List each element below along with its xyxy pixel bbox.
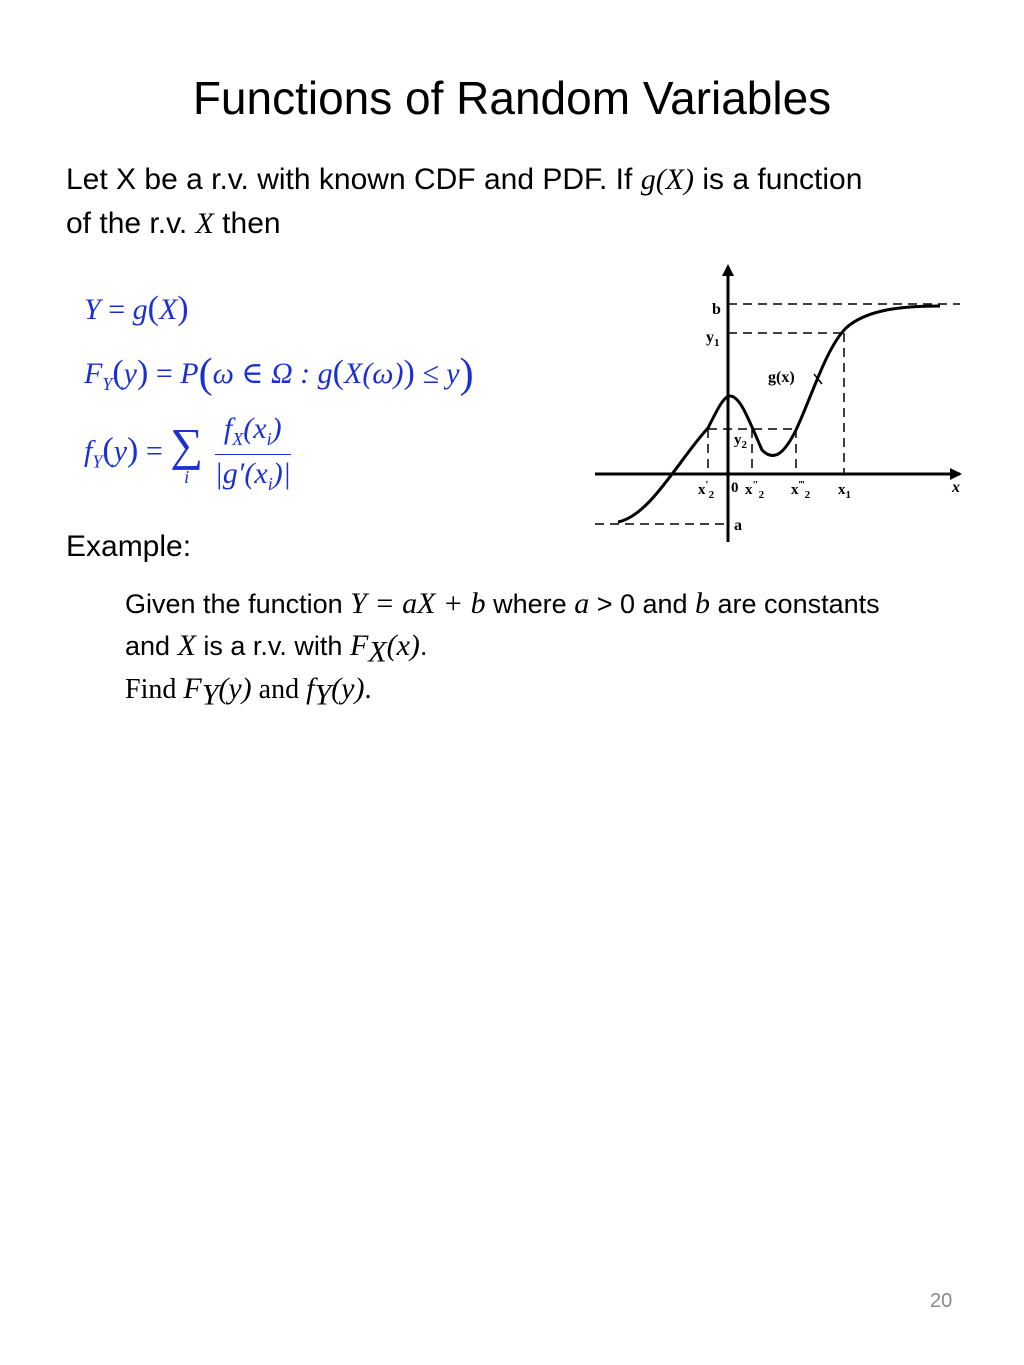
num-sub: X <box>232 429 244 449</box>
eq3-y: y <box>113 434 128 468</box>
label-a: a <box>734 517 742 534</box>
find-f-pdf-sub: Y <box>314 678 332 712</box>
equation-y-def <box>84 290 189 328</box>
eq2-big-lparen: ( <box>198 351 213 397</box>
y-axis-arrow <box>722 264 734 276</box>
eq2-inner: (ω) <box>362 357 404 390</box>
slide-title: Functions of Random Variables <box>192 72 832 124</box>
fraction-denominator <box>215 455 291 495</box>
sum-operator <box>170 418 204 487</box>
example-f-arg: (x) <box>386 629 420 662</box>
eq3-rparen: ) <box>127 431 139 469</box>
eq2-lparen-2: ( <box>332 354 344 391</box>
label-zero: 0 <box>731 480 739 496</box>
find-f-cdf-arg: (y) <box>218 672 252 705</box>
example-text <box>125 583 905 673</box>
eq2-p: P <box>180 357 199 390</box>
intro-text-1: Let X be a r.v. with known CDF and PDF. If <box>66 163 641 196</box>
eq2-equals: = <box>148 357 181 390</box>
intro-text-3: then <box>213 207 281 240</box>
eq2-body: ω ∈ Ω : g <box>212 357 333 390</box>
eq1-equals: = <box>100 293 133 326</box>
label-x1: $x_1$ <box>838 482 851 501</box>
label-x2-triple-prime: $x^‴_2$ <box>791 479 811 501</box>
eq1-rparen: ) <box>177 290 189 327</box>
fraction-numerator <box>215 412 291 455</box>
example-b: b <box>695 587 711 620</box>
example-period: . <box>419 631 428 661</box>
find-period: . <box>364 674 372 705</box>
intro-paragraph <box>66 158 866 246</box>
find-f-pdf: f <box>306 672 315 705</box>
find-f-cdf-sub: Y <box>201 678 219 712</box>
eq2-sub: Y <box>102 374 113 394</box>
label-x2-prime: $x'_2$ <box>698 479 715 501</box>
eq3-lparen: ( <box>102 431 114 469</box>
label-b: b <box>712 301 721 318</box>
example-a: a <box>574 587 590 620</box>
eq2-big-rparen: ) <box>459 351 474 397</box>
intro-x: X <box>195 207 214 240</box>
example-text-2: where <box>485 589 575 619</box>
eq2-f: F <box>84 357 103 390</box>
page-number: 20 <box>930 1290 953 1312</box>
example-text-5: is a r.v. with <box>195 631 350 661</box>
example-f: F <box>349 629 369 662</box>
den-sub: i <box>267 474 273 494</box>
find-word: Find <box>125 674 184 705</box>
num-f: f <box>223 412 233 445</box>
function-graph-figure <box>590 258 970 548</box>
intro-text-2: is a function of the r.v. <box>66 163 863 240</box>
eq1-y: Y <box>84 293 101 326</box>
label-gx: g(x) <box>768 369 795 386</box>
find-f-pdf-arg: (y) <box>331 672 365 705</box>
eq2-x: X <box>343 357 363 390</box>
sigma-symbol: ∑ <box>170 418 204 470</box>
label-y1: $y_1$ <box>706 329 720 349</box>
label-y2: $y_2$ <box>734 432 747 451</box>
find-statement <box>125 672 371 713</box>
example-heading: Example: <box>66 530 192 563</box>
eq2-rparen: ) <box>137 354 149 391</box>
eq3-equals: = <box>138 434 171 468</box>
eq3-sub: Y <box>92 451 103 472</box>
g-curve <box>618 306 940 522</box>
eq1-g: g <box>132 293 148 326</box>
equation-cdf <box>84 350 474 398</box>
den-body: |g′(x <box>214 457 268 490</box>
example-text-3: > 0 and <box>589 589 696 619</box>
example-text-1: Given the function <box>125 589 351 619</box>
example-text-4: are constants and <box>125 589 880 661</box>
eq2-le-y: ≤ y <box>414 357 460 390</box>
find-f-cdf: F <box>183 672 202 705</box>
eq2-y: y <box>123 357 137 390</box>
example-expression: Y = aX + b <box>350 587 486 620</box>
example-f-sub: X <box>368 635 387 669</box>
num-arg: (x <box>243 412 267 445</box>
equation-pdf <box>84 412 291 495</box>
example-x: X <box>177 629 196 662</box>
num-arg-sub: i <box>266 429 272 449</box>
eq1-lparen: ( <box>147 290 159 327</box>
eq1-x: X <box>158 293 178 326</box>
label-x2-double-prime: $x''_2$ <box>745 479 765 501</box>
eq2-lparen: ( <box>112 354 124 391</box>
eq3-f: f <box>84 434 93 468</box>
num-close: ) <box>271 412 282 445</box>
eq2-rparen-2: ) <box>403 354 415 391</box>
find-and: and <box>251 674 307 705</box>
sum-index: i <box>184 466 190 487</box>
label-x-axis: x <box>952 479 960 496</box>
pdf-fraction <box>215 412 291 495</box>
den-close: )| <box>272 457 291 490</box>
intro-gx: g(X) <box>640 163 694 196</box>
